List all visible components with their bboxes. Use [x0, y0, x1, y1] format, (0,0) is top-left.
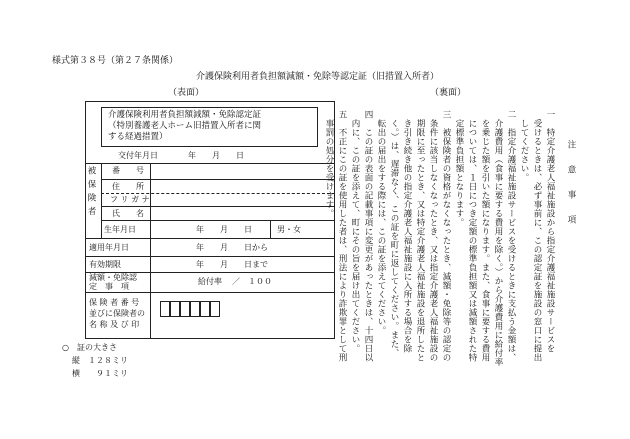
note-column: 定標準負担額となります。 — [454, 110, 464, 227]
note-column: してください。 — [519, 110, 529, 182]
note-column: 三 被保険者の資格がなくなったとき、減額・免除等の認定の — [441, 110, 451, 362]
notes-title: 注 意 事 項 — [566, 140, 576, 228]
note-column: 内に、この証を添えて、町にその旨を届け出てください。 — [350, 110, 360, 353]
insurer-digit-box — [170, 301, 180, 317]
gender-value: 男・女 — [277, 225, 301, 234]
document-title: 介護保険利用者負担額減額・免除等認定証（旧措置入所者） — [196, 72, 440, 82]
birth-value: 年 月 日 — [196, 225, 252, 234]
insured-group-label: 被保険者 — [86, 166, 96, 220]
note-column: く。）は、遅滞なく、この証を町に返してください。また、 — [389, 110, 399, 358]
note-column: 四 この証の表面の記載事項に変更があったときは、十四日以 — [363, 110, 373, 362]
insurer-label-line: 名 称 及 び 印 — [89, 320, 140, 329]
benefit-rate-value: ／ １００ — [232, 277, 272, 286]
front-side-label: （表面） — [168, 88, 205, 98]
insurer-digit-box — [200, 301, 210, 317]
benefit-rate-label: 給付率 — [198, 277, 222, 286]
insurer-digit-box — [190, 301, 200, 317]
issue-date-value: 年 月 日 — [188, 151, 244, 160]
note-column: 事罰の処分を受けます。 — [324, 110, 334, 218]
note-column: 一 特定介護老人福祉施設から指定介護福祉施設サービスを — [545, 110, 555, 353]
form-number: 様式第３８号（第２７条関係） — [52, 56, 179, 66]
note-column: 二 指定介護福祉施設サービスを受けるときに支払う金額は、 — [506, 110, 516, 362]
size-width: 横 ９１ミリ — [72, 369, 128, 378]
note-column: を乗じた額を引いた額になります。また、食事に要する費用 — [480, 110, 490, 362]
size-height: 縦 １２８ミリ — [72, 356, 128, 365]
note-column: 五 不正にこの証を使用した者は、刑法により詐欺罪として刑 — [337, 110, 347, 362]
reduction-label-line: 定 事 項 — [89, 282, 129, 291]
certificate-name-line: する経過措置） — [108, 132, 168, 142]
insurer-label-line: 並びに保険者の — [89, 309, 145, 318]
expiry-date-label: 有効期限 — [89, 260, 121, 269]
furigana-label: フ リ ガ ナ — [110, 195, 150, 204]
insurer-label-line: 保 険 者 番 号 — [89, 298, 140, 307]
note-column: 介護費用（食事に要する費用を除く。）から介護費用に給付率 — [493, 110, 503, 367]
note-column: 転出の届出をする際には、この証を添えてください。 — [376, 110, 386, 335]
note-column: については、１日につき定額の標準負担額又は減額された特 — [467, 110, 477, 362]
name-label: 氏 名 — [112, 209, 144, 218]
address-label: 住 所 — [112, 182, 144, 191]
certificate-name-line: 介護保険利用者負担額減額・免除認定証 — [108, 110, 262, 120]
reduction-label-line: 減額・免除認 — [89, 273, 137, 282]
size-heading: ○ 証の大きさ — [62, 343, 117, 352]
applied-date-value: 年 月 日から — [196, 243, 268, 252]
certificate-name-line: （特別養護老人ホーム旧措置入所者に関 — [108, 121, 262, 131]
insurer-digit-box — [210, 301, 220, 317]
issue-date-label: 交付年月日 — [118, 151, 158, 160]
note-column: 条件に該当しなくなったとき、又は指定介護老人福祉施設の — [428, 110, 438, 362]
number-label: 番 号 — [112, 166, 144, 175]
note-column: 受けるときは、必ず事前に、この認定証を施設の窓口に提出 — [532, 110, 542, 362]
insurer-digit-box — [160, 301, 170, 317]
applied-date-label: 適用年月日 — [89, 243, 129, 252]
birth-label: 生年月日 — [104, 225, 136, 234]
note-column: 期限に至ったとき、又は特定介護老人福祉施設を退所したと — [415, 110, 425, 362]
expiry-date-value: 年 月 日まで — [196, 260, 268, 269]
note-column: き引き続き他の指定介護老人福祉施設に入所する場合を除 — [402, 110, 412, 353]
insurer-digit-box — [180, 301, 190, 317]
back-side-label: （裏面） — [430, 88, 467, 98]
certificate-name-box — [101, 107, 318, 147]
